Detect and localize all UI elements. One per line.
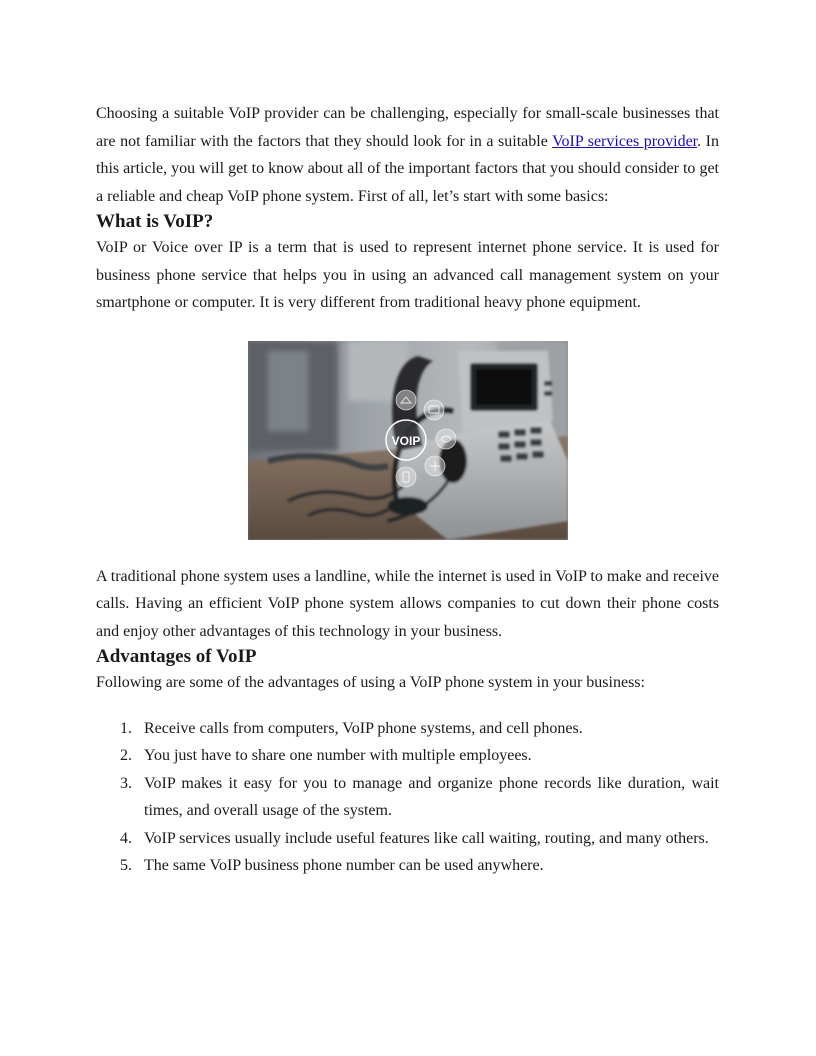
list-item-text: Receive calls from computers, VoIP phone systems, and cell phones. xyxy=(144,719,583,737)
document-page xyxy=(96,100,719,880)
list-item-number: 4. xyxy=(120,829,132,847)
voip-badge-text: VOIP xyxy=(391,433,420,448)
list-item-text: The same VoIP business phone number can be used anywhere. xyxy=(144,857,544,874)
list-item-number: 3. xyxy=(120,774,132,792)
what-is-voip-paragraph: VoIP or Voice over IP is a term that is used to represent internet phone service. It is used for business phone service that helps you in using an advanced call management system on your smartphone or computer. It is very different from traditional heavy phone equipment. xyxy=(96,239,719,311)
intro-text-before-link: Choosing a suitable VoIP provider can be challenging, especially for small-scale businesses that are not familiar with the factors that they should look for in a suitable xyxy=(96,105,719,150)
list-item xyxy=(96,770,719,825)
what-is-voip-heading: What is VoIP? xyxy=(96,211,214,232)
intro-paragraph xyxy=(96,100,719,210)
intro-text-after-link: . In this article, you will get to know about all of the important factors that you should consider to get a reliable and cheap VoIP phone system. First of all, let’s start with some basics: xyxy=(96,132,719,205)
advantages-heading: Advantages of VoIP xyxy=(96,646,257,667)
list-item-number: 1. xyxy=(120,719,132,737)
list-item xyxy=(96,852,719,880)
voip-phone-photo xyxy=(248,341,568,540)
advantages-intro: Following are some of the advantages of using a VoIP phone system in your business: xyxy=(96,674,645,691)
voip-services-provider-link[interactable]: VoIP services provider xyxy=(552,132,698,150)
list-item-text: VoIP makes it easy for you to manage and organize phone records like duration, wait times, and overall usage of the system. xyxy=(144,774,719,819)
advantages-list xyxy=(96,715,719,880)
list-item-number: 2. xyxy=(120,747,132,764)
list-item-text: You just have to share one number with multiple employees. xyxy=(144,747,532,764)
traditional-phone-paragraph: A traditional phone system uses a landline, while the internet is used in VoIP to make and receive calls. Having an efficient VoIP phone system allows companies to cut down their phone costs and enjoy other advantages of this technology in your business. xyxy=(96,567,719,640)
list-item xyxy=(96,715,719,743)
list-item-text: VoIP services usually include useful features like call waiting, routing, and many others. xyxy=(144,829,709,847)
list-item xyxy=(96,825,719,853)
figure-container xyxy=(96,341,719,540)
list-item-number: 5. xyxy=(120,857,132,874)
list-item xyxy=(96,742,719,770)
